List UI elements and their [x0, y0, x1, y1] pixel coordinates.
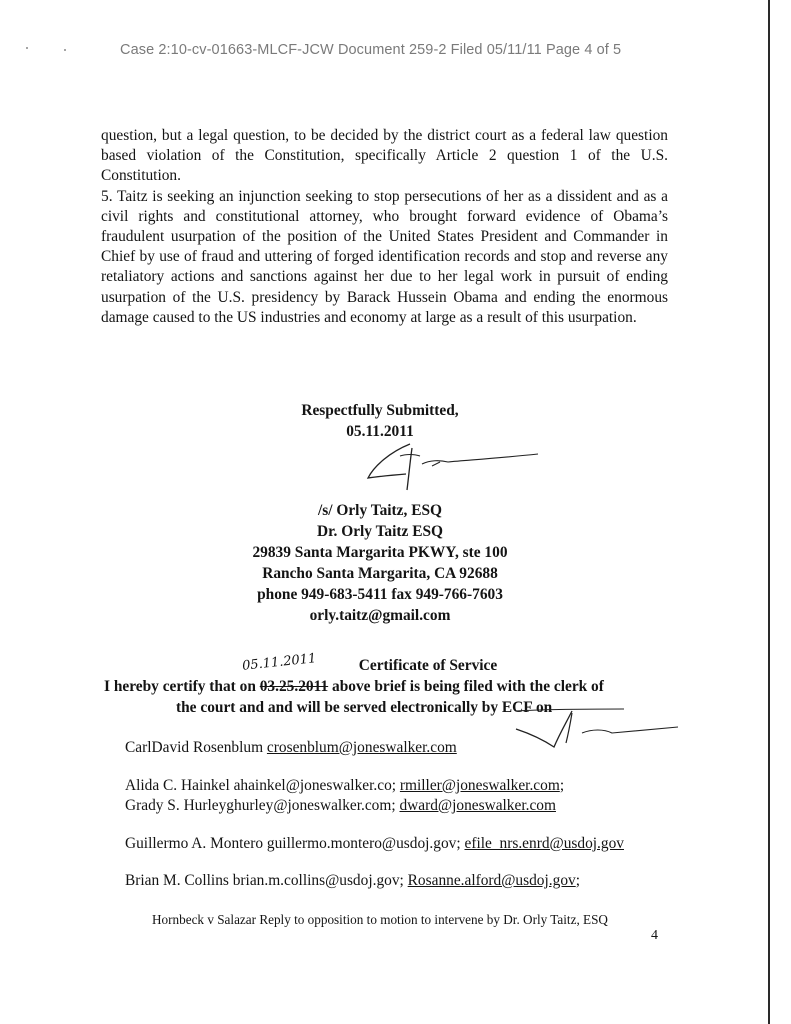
service-name: Brian M. Collins brian.m.collins@usdoj.gov;	[125, 872, 408, 889]
certify-text-line-2: the court and and will be served electronically by ECF on	[176, 699, 553, 716]
address-line-2: Rancho Santa Margarita, CA 92688	[262, 565, 498, 582]
service-suffix: ;	[559, 777, 565, 794]
service-name: CarlDavid Rosenblum	[125, 739, 267, 756]
handwritten-date: 05.11.2011	[241, 651, 318, 674]
certificate-title: Certificate of Service	[358, 657, 498, 674]
service-email-link[interactable]: Rosanne.alford@usdoj.gov	[407, 872, 576, 889]
certificate-title-row	[240, 651, 580, 675]
signature-drawing	[360, 438, 550, 498]
service-email-link[interactable]: efile_nrs.enrd@usdoj.gov	[464, 835, 624, 852]
case-header: Case 2:10-cv-01663-MLCF-JCW Document 259-2 Filed 05/11/11 Page 4 of 5	[120, 42, 622, 58]
attorney-info	[200, 500, 560, 626]
footer-caption: Hornbeck v Salazar Reply to opposition to motion to intervene by Dr. Orly Taitz, ESQ	[152, 912, 608, 927]
submission-date: 05.11.2011	[346, 423, 414, 440]
struck-date: 03.25.2011	[259, 678, 329, 695]
service-entry	[125, 738, 457, 758]
service-email-link[interactable]: crosenblum@joneswalker.com	[266, 739, 457, 756]
body-text	[101, 126, 668, 328]
page-number: 4	[651, 928, 658, 943]
service-suffix: ;	[575, 872, 580, 889]
attorney-name: Dr. Orly Taitz ESQ	[317, 523, 443, 540]
service-name: Alida C. Hainkel ahainkel@joneswalker.co;	[125, 777, 400, 794]
email: orly.taitz@gmail.com	[309, 607, 451, 624]
service-entry	[125, 796, 556, 816]
paragraph-1: question, but a legal question, to be decided by the district court as a federal law question based violation of the Constitution, specifically Article 2 question 1 of the U.S. Constitution.	[101, 127, 668, 185]
phone-fax: phone 949-683-5411 fax 949-766-7603	[257, 586, 503, 603]
scan-speck	[26, 47, 28, 49]
certify-text-start: I hereby certify that on	[104, 678, 260, 695]
service-entry	[125, 776, 564, 796]
certificate-line-2	[176, 699, 552, 717]
service-entry	[125, 834, 624, 854]
service-email-link[interactable]: dward@joneswalker.com	[399, 797, 556, 814]
service-name: Grady S. Hurleyghurley@joneswalker.com;	[125, 797, 400, 814]
respectfully-submitted: Respectfully Submitted,	[301, 402, 459, 419]
service-email-link[interactable]: rmiller@joneswalker.com	[399, 777, 560, 794]
service-entry	[125, 871, 580, 891]
scan-edge-line	[768, 0, 770, 1024]
service-name: Guillermo A. Montero guillermo.montero@usdoj.gov;	[125, 835, 465, 852]
signature-line: /s/ Orly Taitz, ESQ	[317, 502, 442, 519]
address-line-1: 29839 Santa Margarita PKWY, ste 100	[252, 544, 508, 561]
certify-text-end: above brief is being filed with the clerk of	[328, 678, 604, 695]
scan-speck	[64, 49, 66, 51]
certificate-signature-drawing	[508, 703, 688, 753]
certificate-line-1	[104, 678, 604, 696]
paragraph-2: 5. Taitz is seeking an injunction seeking to stop persecutions of her as a dissident and as a civil rights and constitutional attorney, who brought forward evidence of Obama’s fraudulent usurpation of the position of the United States President and Commander in Chief by use of fraud and uttering of forged identification records and stop and reverse any retaliatory actions and sanctions against her due to her legal work in pursuit of ending usurpation of the U.S. presidency by Barack Hussein Obama and ending the enormous damage caused to the US industries and economy at large as a result of this usurpation.	[101, 187, 668, 326]
signature-header	[200, 400, 560, 442]
